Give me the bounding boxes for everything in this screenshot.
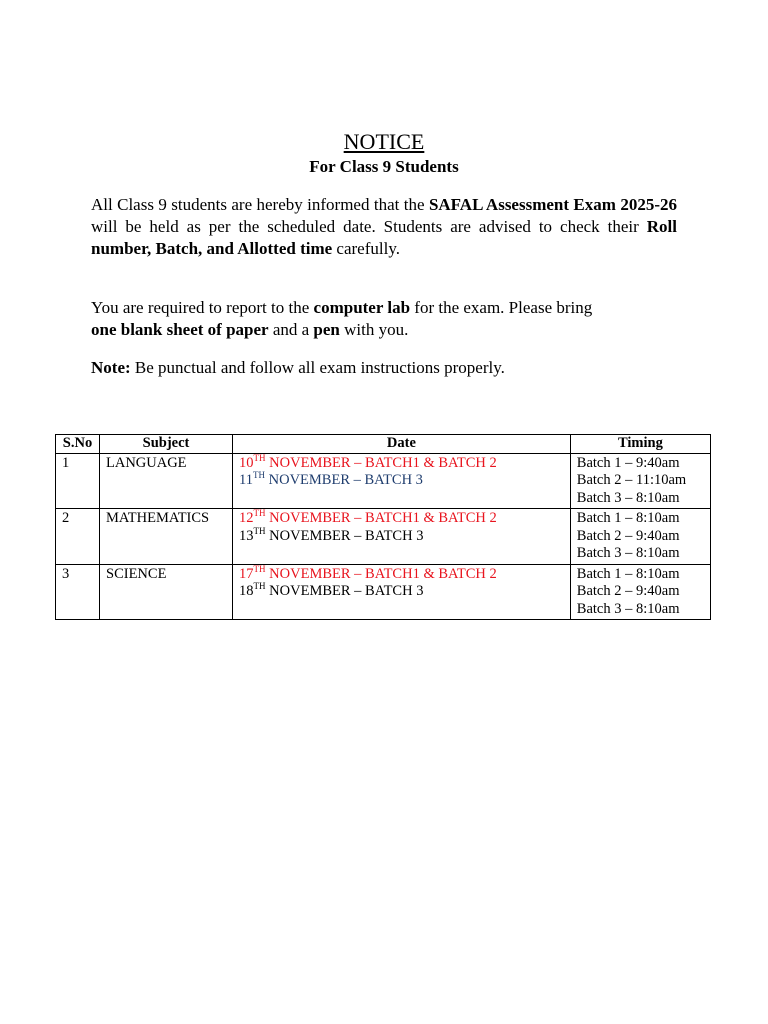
- exam-schedule-table: [55, 434, 711, 620]
- venue: computer lab: [313, 298, 411, 317]
- cell-subject: MATHEMATICS: [100, 509, 233, 565]
- cell-date: [233, 453, 571, 509]
- table-row: [56, 509, 711, 565]
- date-line-batch-1-2: 10TH NOVEMBER – BATCH1 & BATCH 2: [239, 452, 497, 471]
- date-line-batch-1-2: 17TH NOVEMBER – BATCH1 & BATCH 2: [239, 563, 497, 582]
- header-subject: Subject: [100, 435, 233, 454]
- item-pen: pen: [313, 320, 340, 339]
- header-date: Date: [233, 435, 571, 454]
- date-line-batch-3: 18TH NOVEMBER – BATCH 3: [239, 581, 424, 599]
- cell-date: [233, 564, 571, 620]
- cell-date: [233, 509, 571, 565]
- item-paper: one blank sheet of paper: [91, 320, 269, 339]
- date-line-batch-1-2: 12TH NOVEMBER – BATCH1 & BATCH 2: [239, 508, 497, 526]
- check-items: Roll number, Batch, and Allotted time: [91, 217, 677, 258]
- table-row: [56, 564, 711, 620]
- cell-sno: 2: [56, 509, 100, 565]
- paragraph-note: Note: Be punctual and follow all exam instructions properly.: [91, 358, 505, 377]
- table-header-row: [56, 435, 711, 454]
- date-line-batch-3: 13TH NOVEMBER – BATCH 3: [239, 525, 424, 544]
- cell-timing: Batch 1 – 9:40am Batch 2 – 11:10am Batch 3 – 8:10am: [570, 453, 710, 509]
- header-timing: Timing: [570, 435, 710, 454]
- cell-subject: LANGUAGE: [100, 453, 233, 509]
- table-row: [56, 453, 711, 509]
- cell-timing: Batch 1 – 8:10am Batch 2 – 9:40am Batch 3 – 8:10am: [570, 564, 710, 620]
- cell-timing: Batch 1 – 8:10am Batch 2 – 9:40am Batch 3 – 8:10am: [570, 509, 710, 565]
- header-sno: S.No: [56, 435, 100, 454]
- exam-name: SAFAL Assessment Exam 2025-26: [428, 195, 677, 214]
- notice-title: NOTICE: [343, 129, 425, 154]
- cell-subject: SCIENCE: [100, 564, 233, 620]
- cell-sno: 1: [56, 453, 100, 509]
- paragraph-exam-info: All Class 9 students are hereby informed that the SAFAL Assessment Exam 2025-26 will be held as per the scheduled date. Students are advised to check their Roll number, Batch, and Allotted time carefully.: [91, 195, 677, 258]
- paragraph-report-info: You are required to report to the computer lab for the exam. Please bring one blank sheet of paper and a pen with you.: [91, 298, 593, 339]
- cell-sno: 3: [56, 564, 100, 620]
- date-line-batch-3: 11TH NOVEMBER – BATCH 3: [239, 470, 423, 488]
- notice-subtitle: For Class 9 Students: [309, 157, 459, 176]
- note-label: Note:: [91, 358, 131, 377]
